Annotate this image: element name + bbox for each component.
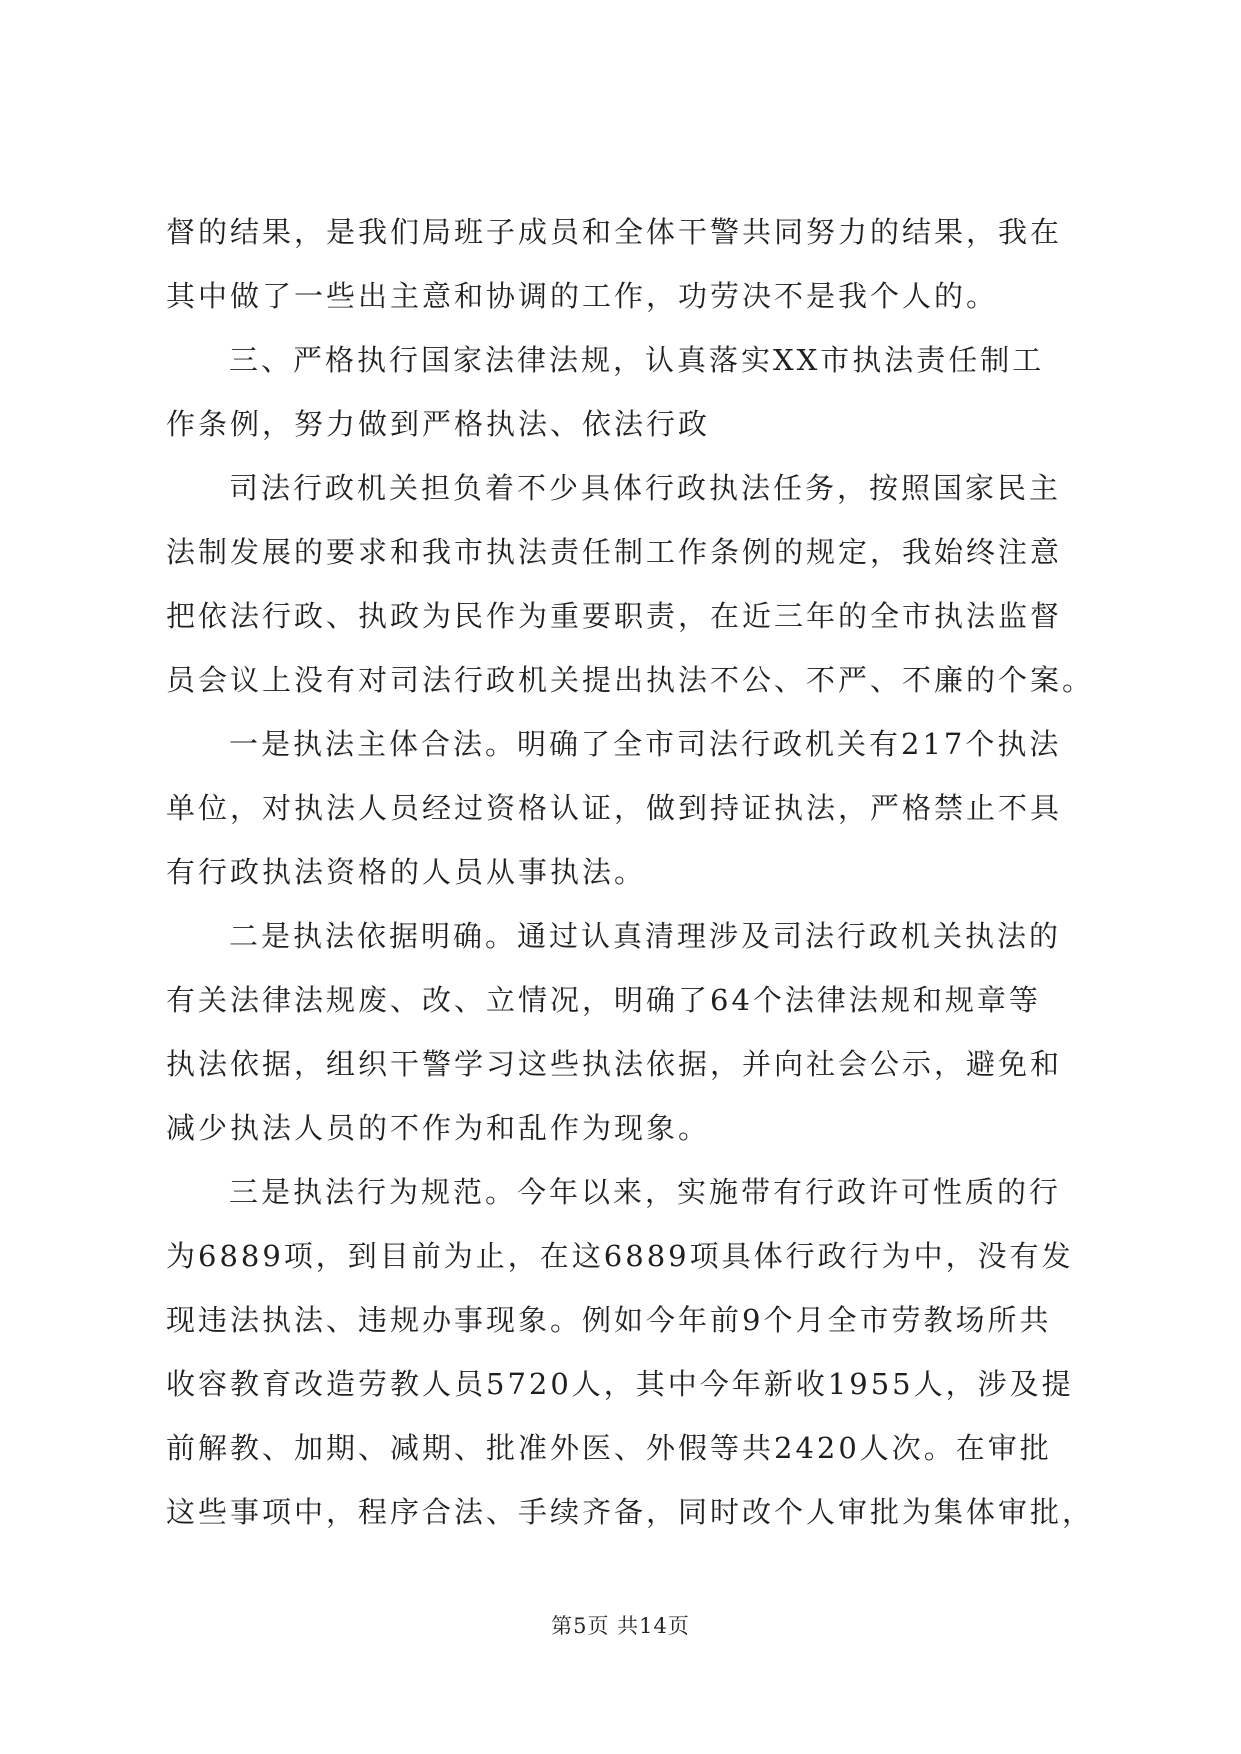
body-text bbox=[166, 200, 1095, 1544]
text-line: 为6889项，到目前为止，在这6889项具体行政行为中，没有发 bbox=[166, 1239, 1074, 1273]
text-line: 三是执法行为规范。今年以来，实施带有行政许可性质的行 bbox=[229, 1175, 1062, 1209]
text-line: 这些事项中，程序合法、手续齐备，同时改个人审批为集体审批， bbox=[166, 1495, 1095, 1529]
text-line: 一是执法主体合法。明确了全市司法行政机关有217个执法 bbox=[229, 727, 1062, 761]
text-line: 司法行政机关担负着不少具体行政执法任务，按照国家民主 bbox=[229, 471, 1062, 505]
text-line: 减少执法人员的不作为和乱作为现象。 bbox=[166, 1111, 711, 1145]
section-heading-line: 作条例，努力做到严格执法、依法行政 bbox=[166, 407, 711, 441]
text-line: 收容教育改造劳教人员5720人，其中今年新收1955人，涉及提 bbox=[166, 1367, 1074, 1401]
text-line: 员会议上没有对司法行政机关提出执法不公、不严、不廉的个案。 bbox=[166, 663, 1095, 697]
text-line: 现违法执法、违规办事现象。例如今年前9个月全市劳教场所共 bbox=[166, 1303, 1052, 1337]
text-line: 单位，对执法人员经过资格认证，做到持证执法，严格禁止不具 bbox=[166, 791, 1063, 825]
page-footer bbox=[0, 1610, 1241, 1640]
text-line: 执法依据，组织干警学习这些执法依据，并向社会公示，避免和 bbox=[166, 1047, 1063, 1081]
text-line: 法制发展的要求和我市执法责任制工作条例的规定，我始终注意 bbox=[166, 535, 1063, 569]
text-line: 有关法律法规废、改、立情况，明确了64个法律法规和规章等 bbox=[166, 983, 1041, 1017]
text-line: 督的结果，是我们局班子成员和全体干警共同努力的结果，我在 bbox=[166, 215, 1063, 249]
section-heading-line: 三、严格执行国家法律法规，认真落实XX市执法责任制工 bbox=[229, 343, 1045, 377]
text-line: 二是执法依据明确。通过认真清理涉及司法行政机关执法的 bbox=[229, 919, 1062, 953]
page-number-label: 第5页 共14页 bbox=[551, 1614, 690, 1638]
text-line: 有行政执法资格的人员从事执法。 bbox=[166, 855, 647, 889]
text-line: 前解教、加期、减期、批准外医、外假等共2420人次。在审批 bbox=[166, 1431, 1052, 1465]
text-line: 把依法行政、执政为民作为重要职责，在近三年的全市执法监督 bbox=[166, 599, 1063, 633]
text-line: 其中做了一些出主意和协调的工作，功劳决不是我个人的。 bbox=[166, 279, 999, 313]
